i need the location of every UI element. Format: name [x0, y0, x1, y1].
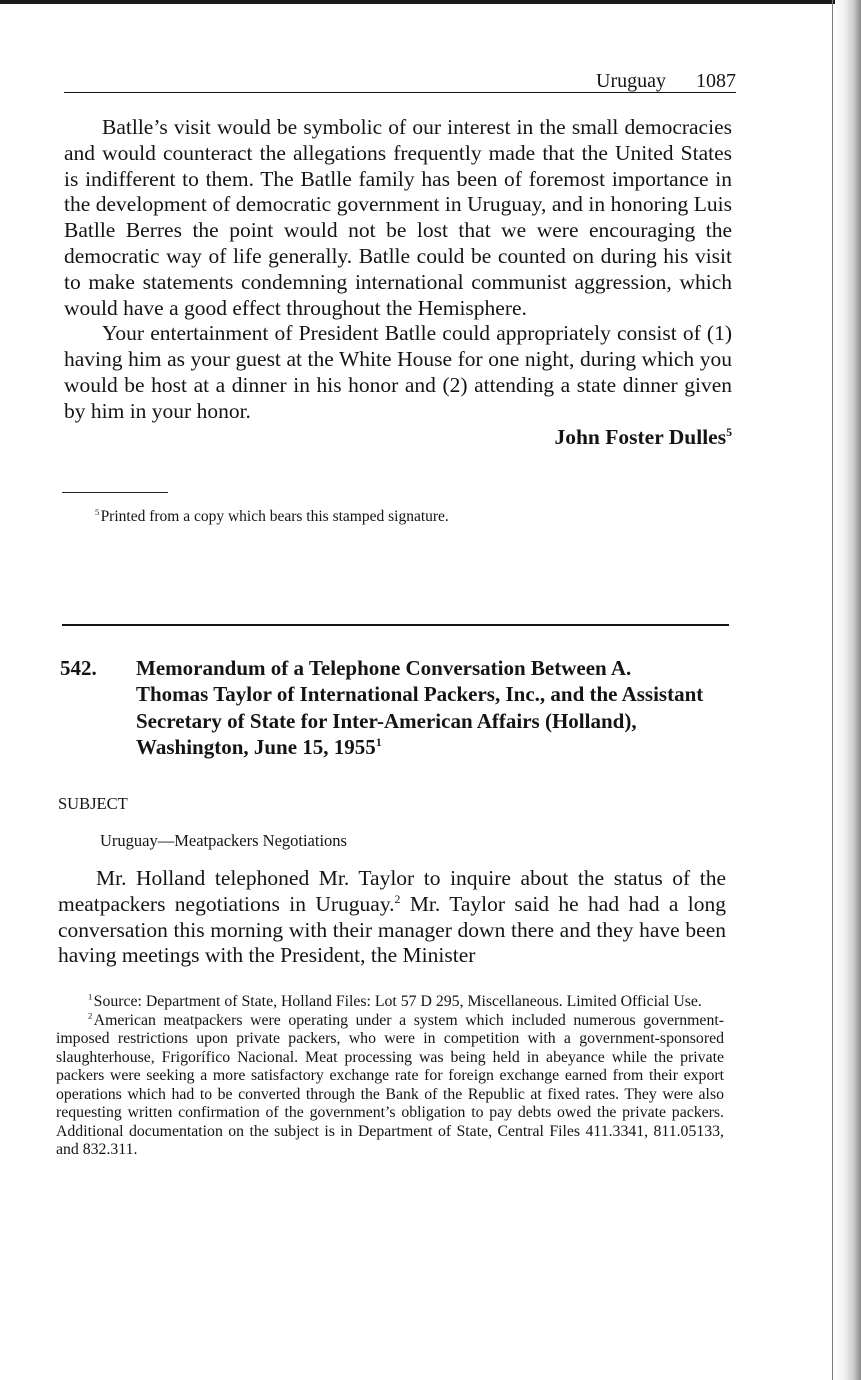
- footnote-2: [56, 1012, 724, 1160]
- footnote-5: [95, 507, 449, 527]
- page-top-edge: [0, 0, 861, 4]
- page-binding-edge: [835, 0, 861, 1380]
- document-title-text: Memorandum of a Telephone Conversation Between A. Thomas Taylor of International Packers, Inc., and the Assistant Secretary of State for Inter-American Affairs (Holland), Washington, June 15, 1955: [136, 656, 704, 759]
- subject-label: SUBJECT: [58, 794, 128, 813]
- signature: [64, 425, 732, 451]
- document-number: 542.: [60, 656, 97, 680]
- page-spine-line: [832, 0, 833, 1380]
- document-separator: [62, 624, 729, 626]
- footnote-ref-2: 2: [394, 891, 401, 906]
- footnote-text: American meatpackers were operating under a system which included numerous government-imposed restrictions upon private packers, who were in competition with a government-sponsored slaughterhouse, Frigorífico Nacional. Meat processing was being held in abeyance while the private packers were seeking a more satisfactory exchange rate for foreign exchange earned from their export operations which had to be converted through the Bank of the Republic at fixed rates. They were also requesting written confirmation of the government’s obligation to pay debts owed the private packers. Additional documentation on the subject is in Department of State, Central Files 411.3341, 811.05133, and 832.311.: [56, 1011, 724, 1158]
- footnote-marker: 1: [88, 991, 93, 1002]
- footnote-marker: 2: [88, 1010, 93, 1021]
- body-text-part: Mr. Taylor said he had had a long conversation this morning with their manager down there and they have been having meetings with the President, the Minister: [58, 891, 726, 968]
- running-head: [64, 70, 736, 93]
- footnotes: [56, 993, 724, 1160]
- document-body: [58, 866, 726, 969]
- footnote-text: Printed from a copy which bears this stamped signature.: [100, 508, 449, 525]
- subject-value: Uruguay—Meatpackers Negotiations: [100, 831, 347, 850]
- paragraph: [58, 866, 726, 969]
- signature-name: John Foster Dulles: [554, 424, 727, 449]
- section1-body: [64, 115, 732, 450]
- footnote-1: [56, 993, 724, 1012]
- paragraph: Your entertainment of President Batlle could appropriately consist of (1) having him as your guest at the White House for one night, during which you would be host at a dinner in his honor and (2) attending a state dinner given by him in your honor.: [64, 321, 732, 423]
- document-title: [136, 655, 706, 760]
- footnote-text: Source: Department of State, Holland Files: Lot 57 D 295, Miscellaneous. Limited Official Use.: [93, 993, 702, 1010]
- paragraph: Batlle’s visit would be symbolic of our interest in the small democracies and would counteract the allegations frequently made that the United States is indifferent to them. The Batlle family has been of foremost importance in the development of democratic government in Uruguay, and in honoring Luis Batlle Berres the point would not be lost that we were encouraging the democratic way of life generally. Batlle could be counted on during his visit to make statements condemning international communist aggression, which would have a good effect throughout the Hemisphere.: [64, 115, 732, 320]
- body-text-part: Mr. Holland telephoned Mr. Taylor to inquire about the status of the meatpackers negotiations in Uruguay.: [58, 866, 726, 916]
- page-number: 1087: [696, 70, 736, 92]
- running-head-section: Uruguay: [596, 70, 666, 92]
- footnote-divider: [62, 492, 168, 493]
- footnote-ref-5: 5: [726, 424, 732, 439]
- footnote-ref-1: 1: [375, 736, 382, 749]
- footnote-marker: 5: [95, 506, 100, 517]
